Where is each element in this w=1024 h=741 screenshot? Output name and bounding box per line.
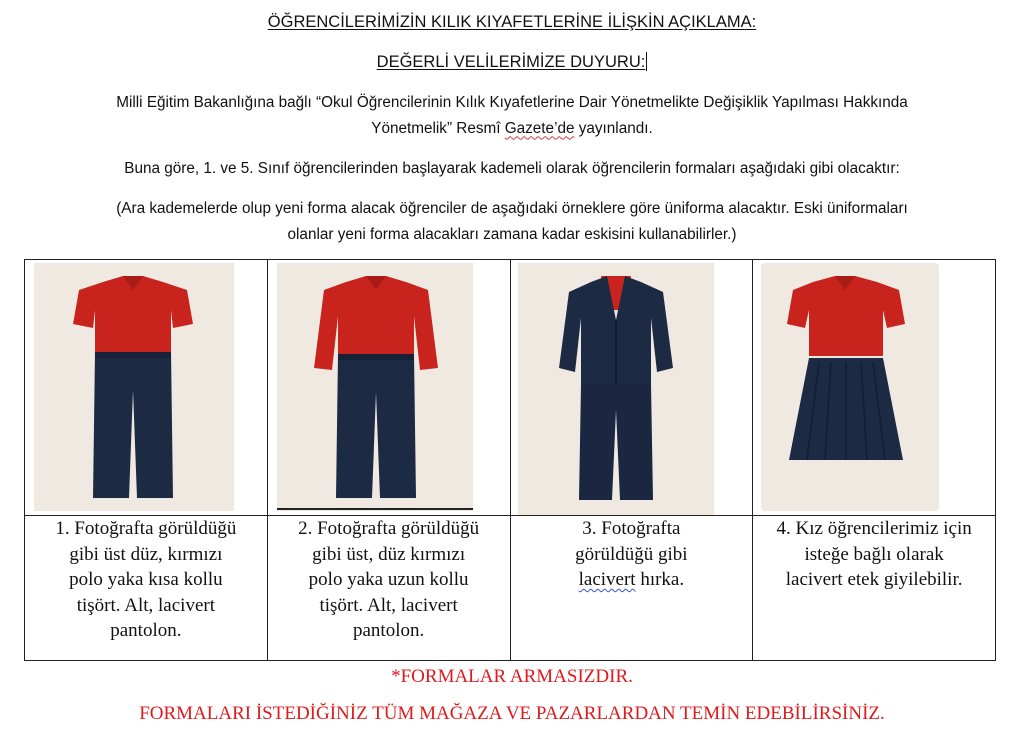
uniform-caption-4: 4. Kız öğrencilerimiz için isteğe bağlı olarak lacivert etek giyilebilir.	[753, 516, 996, 661]
uniform-photo-1	[25, 260, 267, 515]
uniform-photo-4	[753, 260, 995, 515]
uniform-photo-2	[268, 260, 510, 515]
uniform-photo-cell-2	[267, 260, 510, 516]
spellcheck-word: lacivert	[578, 569, 636, 590]
uniform-caption-3: 3. Fotoğrafta görüldüğü gibi lacivert hırka.	[510, 516, 753, 661]
text-cursor	[646, 52, 647, 71]
uniform-caption-2: 2. Fotoğrafta görüldüğü gibi üst, düz kırmızı polo yaka uzun kollu tişört. Alt, lacivert pantolon.	[267, 516, 510, 661]
uniform-photo-cell-4	[753, 260, 996, 516]
uniform-caption-1: 1. Fotoğrafta görüldüğü gibi üst düz, kırmızı polo yaka kısa kollu tişört. Alt, lacivert pantolon.	[25, 516, 268, 661]
transition-note: (Ara kademelerde olup yeni forma alacak öğrenciler de aşağıdaki örneklere göre üniforma alacaktır. Eski üniformaları olanlar yeni forma alacakları zamana kadar eskisini kullanabilirler.)	[116, 200, 908, 243]
announcement-heading: DEĞERLİ VELİLERİMİZE DUYURU:	[376, 53, 646, 71]
uniform-photo-cell-3	[510, 260, 753, 516]
uniform-photo-3	[511, 260, 753, 515]
no-emblem-note: *FORMALAR ARMASIZDIR.	[391, 666, 633, 687]
uniform-table	[24, 259, 996, 661]
document-title: ÖĞRENCİLERİMİZİN KILIK KIYAFETLERİNE İLİŞKİN AÇIKLAMA:	[267, 13, 757, 31]
uniform-photo-cell-1	[25, 260, 268, 516]
spellcheck-word: Gazete’de	[504, 119, 575, 137]
uniform-intro: Buna göre, 1. ve 5. Sınıf öğrencilerinden başlayarak kademeli olarak öğrencilerin formaları aşağıdaki gibi olacaktır:	[124, 160, 900, 177]
regulation-paragraph: Milli Eğitim Bakanlığına bağlı “Okul Öğrencilerinin Kılık Kıyafetlerine Dair Yönetmelikte Değişiklik Yapılması Hakkında Yönetmelik” Resmî Gazete’de yayınlandı.	[116, 94, 908, 137]
purchase-note: FORMALARI İSTEDİĞİNİZ TÜM MAĞAZA VE PAZARLARDAN TEMİN EDEBİLİRSİNİZ.	[139, 703, 885, 724]
